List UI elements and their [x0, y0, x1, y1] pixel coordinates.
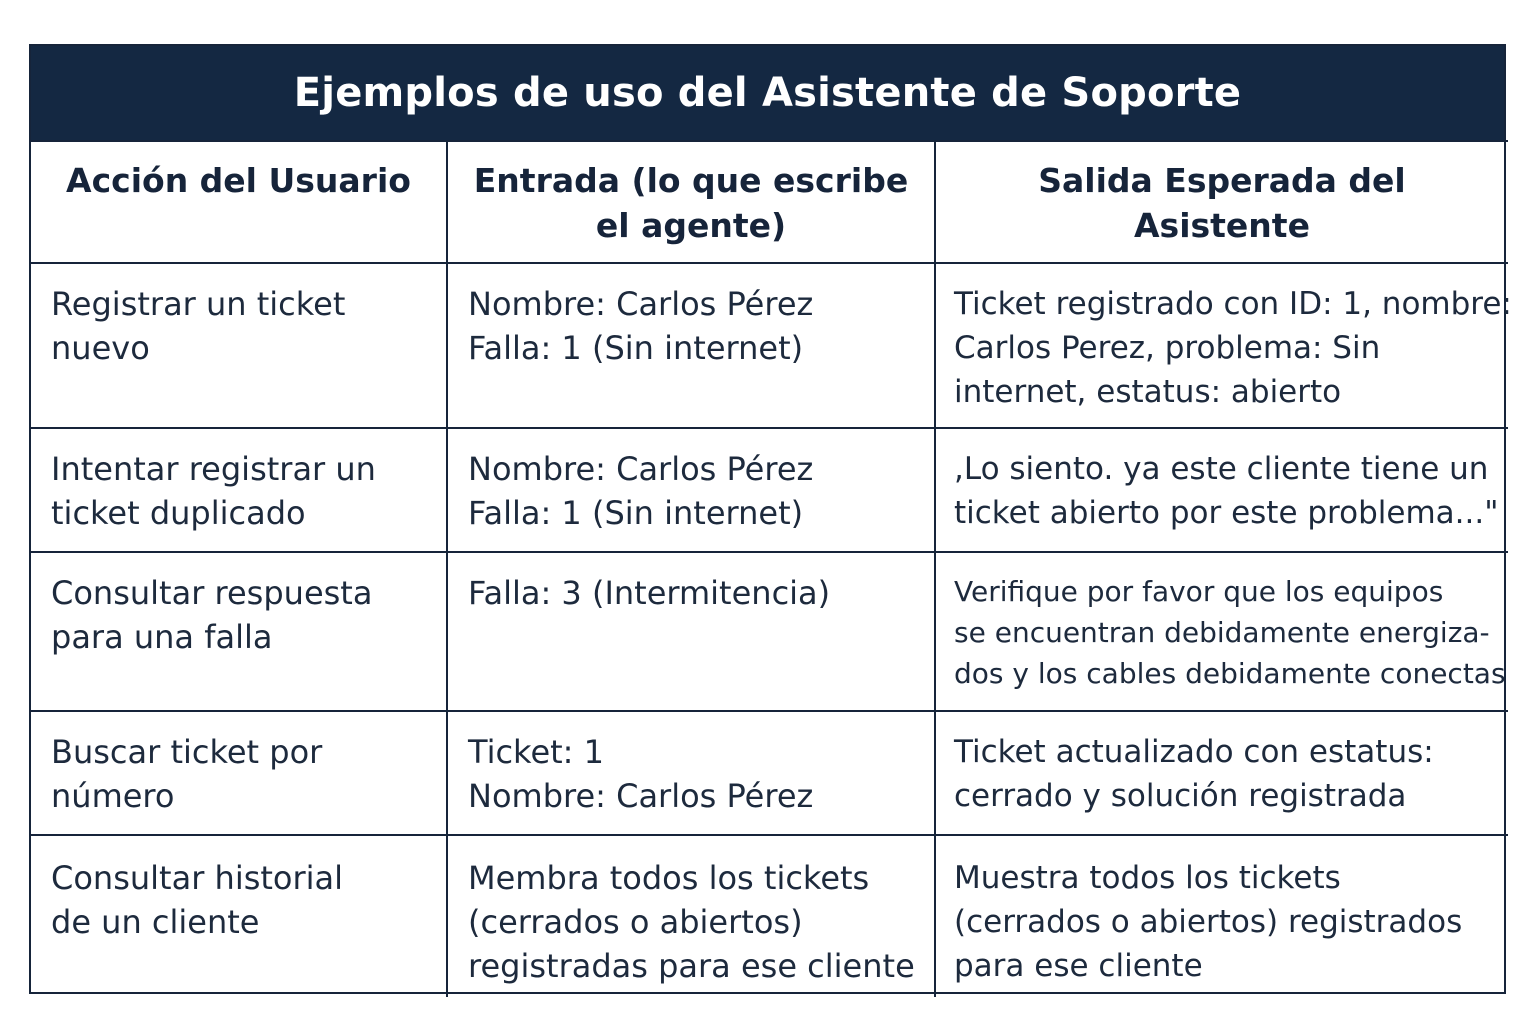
cell-accion: Intentar registrar un ticket duplicado [31, 428, 447, 552]
cell-salida: Ticket registrado con ID: 1, nombre: Carlos Perez, problema: Sin internet, estatus: abierto [935, 263, 1508, 428]
table-row [31, 263, 1508, 428]
table-row [31, 428, 1508, 552]
header-accion: Acción del Usuario [31, 141, 447, 263]
cell-entrada: Nombre: Carlos Pérez Falla: 1 (Sin internet) [447, 428, 935, 552]
cell-accion: Buscar ticket por número [31, 711, 447, 835]
cell-salida: Verifique por favor que los equipos se encuentran debidamente energiza- dos y los cables debidamente conectas [935, 552, 1508, 711]
table-row [31, 711, 1508, 835]
header-row [31, 141, 1508, 263]
header-entrada: Entrada (lo que escribe el agente) [447, 141, 935, 263]
cell-entrada: Nombre: Carlos Pérez Falla: 1 (Sin internet) [447, 263, 935, 428]
cell-accion: Consultar historial de un cliente [31, 835, 447, 997]
cell-accion: Consultar respuesta para una falla [31, 552, 447, 711]
cell-entrada: Falla: 3 (Intermitencia) [447, 552, 935, 711]
cell-salida: Ticket actualizado con estatus: cerrado y solución registrada [935, 711, 1508, 835]
cell-accion: Registrar un ticket nuevo [31, 263, 447, 428]
table-row [31, 552, 1508, 711]
header-salida: Salida Esperada del Asistente [935, 141, 1508, 263]
usage-table [31, 140, 1512, 997]
table-title: Ejemplos de uso del Asistente de Soporte [31, 46, 1504, 140]
cell-entrada: Ticket: 1 Nombre: Carlos Pérez [447, 711, 935, 835]
cell-salida: ,Lo siento. ya este cliente tiene un ticket abierto por este problema..." [935, 428, 1508, 552]
table-row [31, 835, 1508, 997]
cell-entrada: Membra todos los tickets (cerrados o abiertos) registradas para ese cliente [447, 835, 935, 997]
cell-salida: Muestra todos los tickets (cerrados o abiertos) registrados para ese cliente [935, 835, 1508, 997]
examples-table [29, 44, 1512, 994]
